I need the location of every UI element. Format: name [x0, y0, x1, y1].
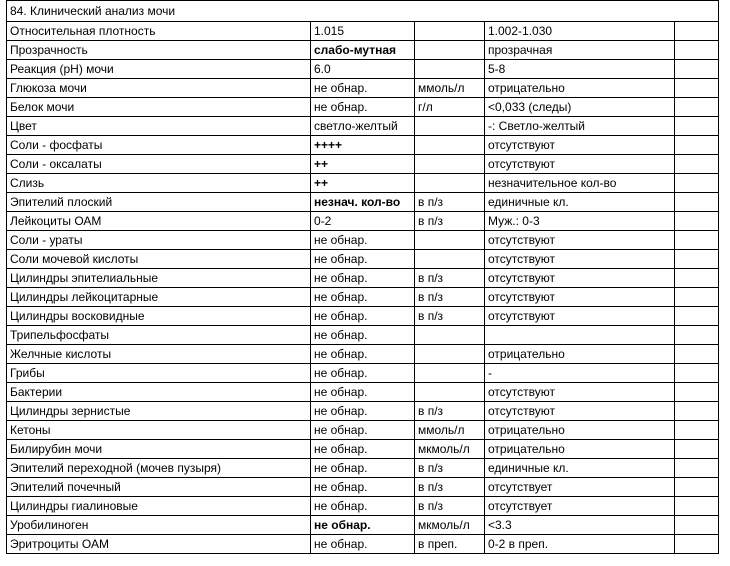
empty-cell	[675, 22, 719, 41]
empty-cell	[675, 231, 719, 250]
unit-cell	[415, 60, 485, 79]
empty-cell	[675, 421, 719, 440]
reference-range-cell: Муж.: 0-3	[485, 212, 675, 231]
table-row	[7, 402, 719, 421]
result-value-cell: 0-2	[311, 212, 415, 231]
unit-cell	[415, 345, 485, 364]
reference-range-cell: отсутствуют	[485, 402, 675, 421]
reference-range-cell: <0,033 (следы)	[485, 98, 675, 117]
table-row	[7, 440, 719, 459]
result-value-cell: не обнар.	[311, 402, 415, 421]
empty-cell	[675, 193, 719, 212]
table-row	[7, 516, 719, 535]
result-value-cell: не обнар.	[311, 364, 415, 383]
urinalysis-table	[6, 0, 719, 554]
result-value-cell: не обнар.	[311, 497, 415, 516]
empty-cell	[675, 459, 719, 478]
test-name-cell: Эпителий почечный	[7, 478, 311, 497]
table-title-row	[7, 1, 719, 22]
test-name-cell: Цвет	[7, 117, 311, 136]
unit-cell	[415, 136, 485, 155]
empty-cell	[675, 326, 719, 345]
result-value-cell: не обнар.	[311, 478, 415, 497]
result-value-cell: не обнар.	[311, 459, 415, 478]
table-row	[7, 98, 719, 117]
test-name-cell: Бактерии	[7, 383, 311, 402]
result-value-cell: не обнар.	[311, 421, 415, 440]
test-name-cell: Цилиндры гиалиновые	[7, 497, 311, 516]
test-name-cell: Эритроциты ОАМ	[7, 535, 311, 554]
table-row	[7, 41, 719, 60]
result-value-cell: незнач. кол-во	[311, 193, 415, 212]
result-value-cell: светло-желтый	[311, 117, 415, 136]
result-value-cell: не обнар.	[311, 383, 415, 402]
table-row	[7, 459, 719, 478]
unit-cell	[415, 231, 485, 250]
empty-cell	[675, 516, 719, 535]
empty-cell	[675, 383, 719, 402]
unit-cell: в п/з	[415, 478, 485, 497]
reference-range-cell: отсутствуют	[485, 269, 675, 288]
table-row	[7, 117, 719, 136]
reference-range-cell: отсутствуют	[485, 231, 675, 250]
reference-range-cell: отсутствуют	[485, 250, 675, 269]
empty-cell	[675, 136, 719, 155]
table-row	[7, 288, 719, 307]
table-row	[7, 174, 719, 193]
table-row	[7, 60, 719, 79]
reference-range-cell: отсутствуют	[485, 155, 675, 174]
empty-cell	[675, 41, 719, 60]
result-value-cell: 6.0	[311, 60, 415, 79]
test-name-cell: Соли - фосфаты	[7, 136, 311, 155]
unit-cell: в п/з	[415, 269, 485, 288]
result-value-cell: не обнар.	[311, 326, 415, 345]
empty-cell	[675, 250, 719, 269]
reference-range-cell: -: Светло-желтый	[485, 117, 675, 136]
reference-range-cell: -	[485, 364, 675, 383]
reference-range-cell: 5-8	[485, 60, 675, 79]
reference-range-cell: прозрачная	[485, 41, 675, 60]
empty-cell	[675, 60, 719, 79]
table-row	[7, 497, 719, 516]
reference-range-cell	[485, 326, 675, 345]
reference-range-cell: отсутствуют	[485, 288, 675, 307]
reference-range-cell: отсутствуют	[485, 136, 675, 155]
result-value-cell: ++	[311, 155, 415, 174]
table-row	[7, 269, 719, 288]
table-row	[7, 421, 719, 440]
unit-cell: мкмоль/л	[415, 440, 485, 459]
unit-cell: мкмоль/л	[415, 516, 485, 535]
reference-range-cell: отсутствуют	[485, 383, 675, 402]
result-value-cell: не обнар.	[311, 288, 415, 307]
table-row	[7, 136, 719, 155]
reference-range-cell: отрицательно	[485, 345, 675, 364]
reference-range-cell: отсутствуют	[485, 307, 675, 326]
reference-range-cell: отрицательно	[485, 421, 675, 440]
unit-cell	[415, 155, 485, 174]
empty-cell	[675, 212, 719, 231]
test-name-cell: Грибы	[7, 364, 311, 383]
unit-cell	[415, 22, 485, 41]
unit-cell	[415, 250, 485, 269]
table-row	[7, 231, 719, 250]
test-name-cell: Цилиндры эпителиальные	[7, 269, 311, 288]
unit-cell	[415, 117, 485, 136]
empty-cell	[675, 155, 719, 174]
table-row	[7, 307, 719, 326]
result-value-cell: не обнар.	[311, 516, 415, 535]
empty-cell	[675, 174, 719, 193]
unit-cell	[415, 383, 485, 402]
test-name-cell: Уробилиноген	[7, 516, 311, 535]
result-value-cell: ++++	[311, 136, 415, 155]
test-name-cell: Желчные кислоты	[7, 345, 311, 364]
unit-cell: в п/з	[415, 193, 485, 212]
empty-cell	[675, 535, 719, 554]
reference-range-cell: незначительное кол-во	[485, 174, 675, 193]
reference-range-cell: <3.3	[485, 516, 675, 535]
empty-cell	[675, 117, 719, 136]
unit-cell	[415, 326, 485, 345]
table-row	[7, 193, 719, 212]
result-value-cell: ++	[311, 174, 415, 193]
table-row	[7, 326, 719, 345]
table-row	[7, 478, 719, 497]
table-row	[7, 250, 719, 269]
test-name-cell: Прозрачность	[7, 41, 311, 60]
table-row	[7, 22, 719, 41]
test-name-cell: Реакция (pH) мочи	[7, 60, 311, 79]
test-name-cell: Эпителий переходной (мочев пузыря)	[7, 459, 311, 478]
reference-range-cell: 0-2 в преп.	[485, 535, 675, 554]
empty-cell	[675, 79, 719, 98]
empty-cell	[675, 98, 719, 117]
empty-cell	[675, 269, 719, 288]
unit-cell	[415, 174, 485, 193]
unit-cell: ммоль/л	[415, 79, 485, 98]
unit-cell: в преп.	[415, 535, 485, 554]
result-value-cell: слабо-мутная	[311, 41, 415, 60]
reference-range-cell: отсутствует	[485, 497, 675, 516]
result-value-cell: не обнар.	[311, 250, 415, 269]
result-value-cell: не обнар.	[311, 269, 415, 288]
empty-cell	[675, 345, 719, 364]
test-name-cell: Соли - ураты	[7, 231, 311, 250]
empty-cell	[675, 402, 719, 421]
table-row	[7, 535, 719, 554]
table-row	[7, 212, 719, 231]
result-value-cell: не обнар.	[311, 98, 415, 117]
table-row	[7, 364, 719, 383]
test-name-cell: Билирубин мочи	[7, 440, 311, 459]
unit-cell: в п/з	[415, 402, 485, 421]
reference-range-cell: отсутствует	[485, 478, 675, 497]
reference-range-cell: единичные кл.	[485, 193, 675, 212]
test-name-cell: Трипельфосфаты	[7, 326, 311, 345]
table-row	[7, 79, 719, 98]
test-name-cell: Соли мочевой кислоты	[7, 250, 311, 269]
unit-cell	[415, 364, 485, 383]
test-name-cell: Кетоны	[7, 421, 311, 440]
test-name-cell: Цилиндры зернистые	[7, 402, 311, 421]
table-title: 84. Клинический анализ мочи	[7, 1, 719, 22]
test-name-cell: Эпителий плоский	[7, 193, 311, 212]
unit-cell: в п/з	[415, 307, 485, 326]
unit-cell: ммоль/л	[415, 421, 485, 440]
unit-cell	[415, 41, 485, 60]
reference-range-cell: 1.002-1.030	[485, 22, 675, 41]
test-name-cell: Цилиндры лейкоцитарные	[7, 288, 311, 307]
empty-cell	[675, 307, 719, 326]
test-name-cell: Лейкоциты ОАМ	[7, 212, 311, 231]
empty-cell	[675, 364, 719, 383]
unit-cell: г/л	[415, 98, 485, 117]
table-row	[7, 155, 719, 174]
empty-cell	[675, 497, 719, 516]
test-name-cell: Глюкоза мочи	[7, 79, 311, 98]
lab-results-sheet	[6, 0, 718, 554]
unit-cell: в п/з	[415, 288, 485, 307]
test-name-cell: Цилиндры восковидные	[7, 307, 311, 326]
result-value-cell: не обнар.	[311, 345, 415, 364]
table-row	[7, 345, 719, 364]
reference-range-cell: отрицательно	[485, 440, 675, 459]
result-value-cell: не обнар.	[311, 307, 415, 326]
reference-range-cell: единичные кл.	[485, 459, 675, 478]
reference-range-cell: отрицательно	[485, 79, 675, 98]
result-value-cell: не обнар.	[311, 535, 415, 554]
empty-cell	[675, 478, 719, 497]
result-value-cell: 1.015	[311, 22, 415, 41]
unit-cell: в п/з	[415, 497, 485, 516]
table-row	[7, 383, 719, 402]
unit-cell: в п/з	[415, 212, 485, 231]
test-name-cell: Слизь	[7, 174, 311, 193]
unit-cell: в п/з	[415, 459, 485, 478]
test-name-cell: Соли - оксалаты	[7, 155, 311, 174]
result-value-cell: не обнар.	[311, 79, 415, 98]
result-value-cell: не обнар.	[311, 231, 415, 250]
empty-cell	[675, 440, 719, 459]
test-name-cell: Белок мочи	[7, 98, 311, 117]
result-value-cell: не обнар.	[311, 440, 415, 459]
empty-cell	[675, 288, 719, 307]
test-name-cell: Относительная плотность	[7, 22, 311, 41]
